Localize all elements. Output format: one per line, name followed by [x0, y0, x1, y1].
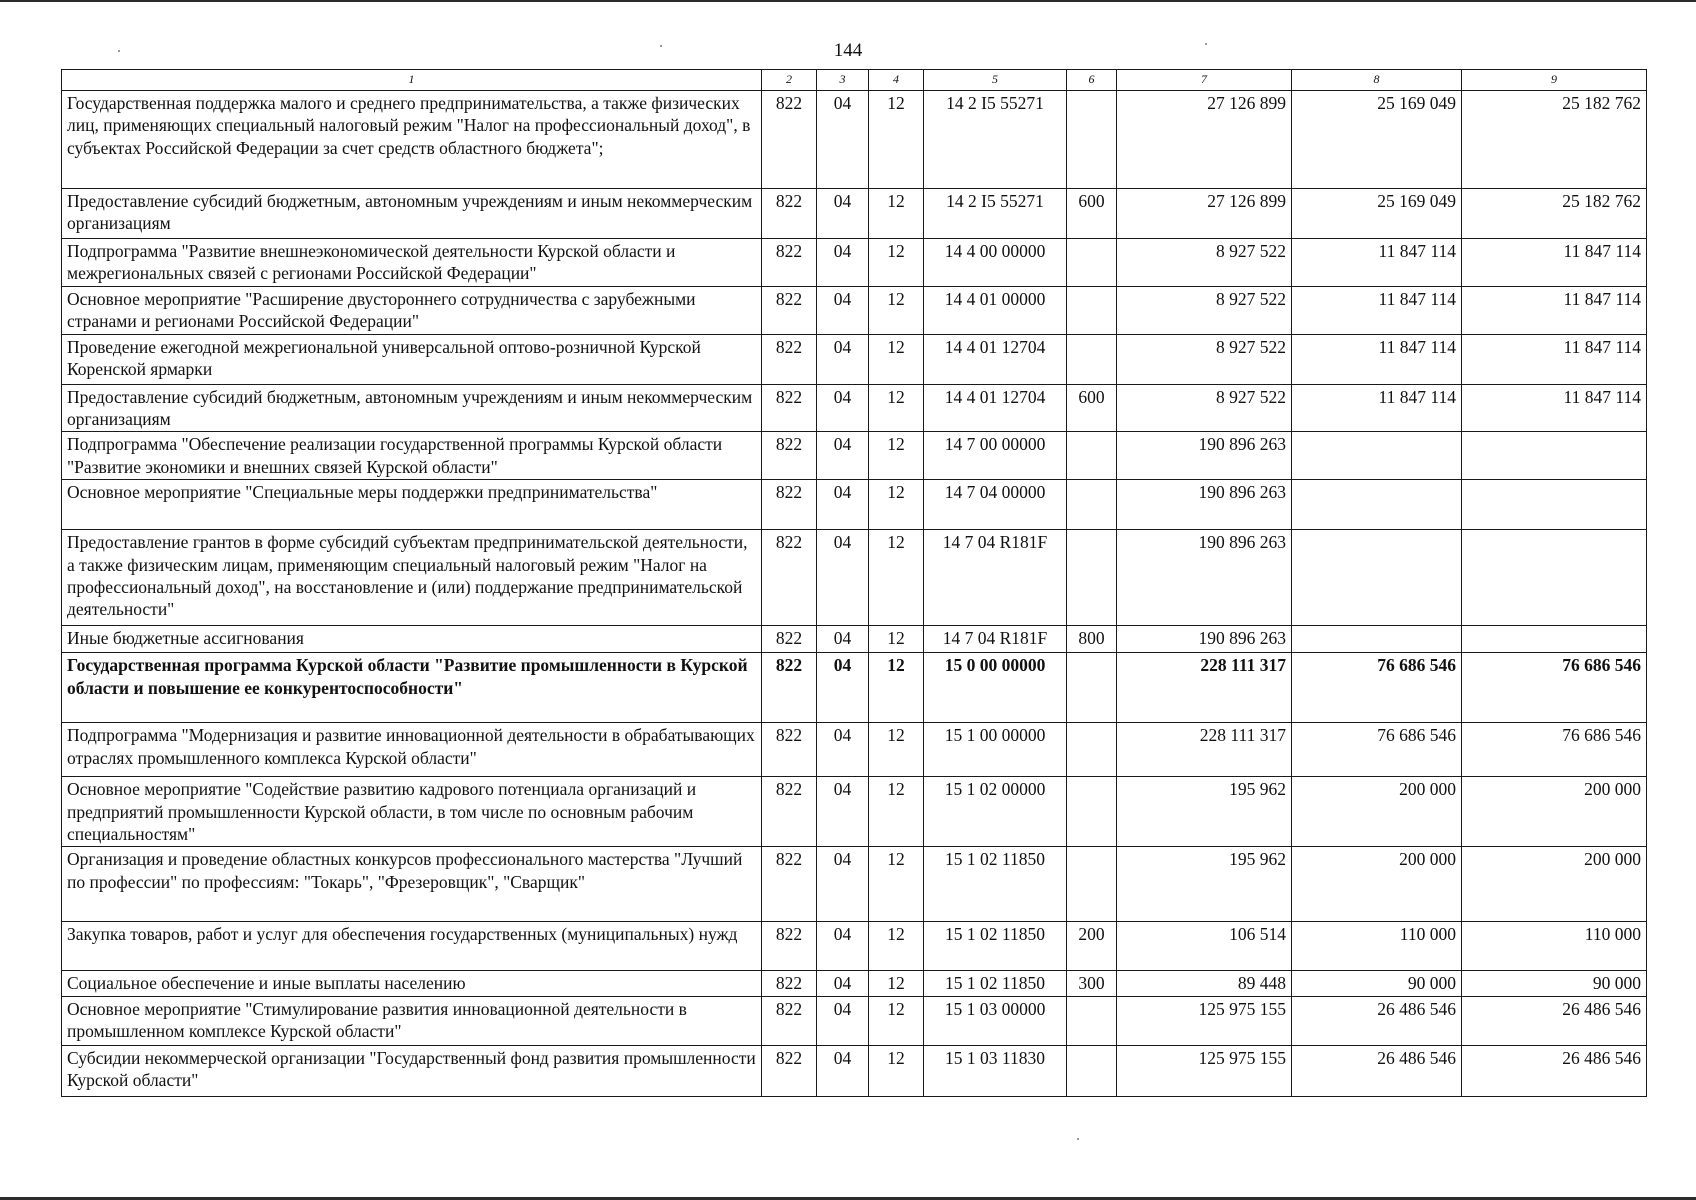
cell-amount-9: [1462, 432, 1647, 480]
cell-amount-7: 106 514: [1117, 922, 1292, 971]
cell-target-article: 15 1 02 11850: [924, 922, 1067, 971]
cell-chapter-code: 04: [817, 286, 869, 334]
table-row: [62, 723, 1647, 777]
cell-amount-7: 228 111 317: [1117, 723, 1292, 777]
cell-section-code: 822: [762, 1045, 817, 1096]
cell-amount-8: [1292, 480, 1462, 530]
table-row: [62, 91, 1647, 189]
cell-amount-8: [1292, 626, 1462, 653]
cell-subsection-code: 12: [869, 480, 924, 530]
cell-expense-type: [1067, 334, 1117, 384]
cell-target-article: 15 0 00 00000: [924, 653, 1067, 723]
column-header: 7: [1117, 70, 1292, 91]
cell-expense-type: [1067, 996, 1117, 1045]
cell-amount-8: 110 000: [1292, 922, 1462, 971]
table-row: [62, 530, 1647, 626]
cell-amount-7: 195 962: [1117, 847, 1292, 922]
row-name: Организация и проведение областных конкурсов профессионального мастерства "Лучший по профессии" по профессиям: "Токарь", "Фрезеровщик", "Сварщик": [62, 847, 762, 922]
cell-chapter-code: 04: [817, 847, 869, 922]
cell-subsection-code: 12: [869, 530, 924, 626]
row-name: Предоставление субсидий бюджетным, автономным учреждениям и иным некоммерческим организациям: [62, 189, 762, 239]
cell-chapter-code: 04: [817, 971, 869, 996]
cell-amount-9: 76 686 546: [1462, 723, 1647, 777]
row-name: Предоставление грантов в форме субсидий субъектам предпринимательской деятельности, а также физическим лицам, применяющим специальный налоговый режим "Налог на профессиональный доход", на восстановление и (или) поддержание предпринимательской деятельности": [62, 530, 762, 626]
table-row: [62, 626, 1647, 653]
row-name: Основное мероприятие "Специальные меры поддержки предпринимательства": [62, 480, 762, 530]
cell-target-article: 14 7 04 00000: [924, 480, 1067, 530]
cell-amount-9: 200 000: [1462, 777, 1647, 847]
cell-target-article: 15 1 00 00000: [924, 723, 1067, 777]
cell-expense-type: 200: [1067, 922, 1117, 971]
cell-chapter-code: 04: [817, 530, 869, 626]
table-row: [62, 653, 1647, 723]
cell-amount-7: 27 126 899: [1117, 91, 1292, 189]
cell-target-article: 15 1 02 11850: [924, 847, 1067, 922]
column-header: 9: [1462, 70, 1647, 91]
cell-amount-8: 11 847 114: [1292, 239, 1462, 287]
scan-speck: [118, 50, 120, 52]
scan-edge-top: [0, 0, 1696, 2]
row-name: Предоставление субсидий бюджетным, автономным учреждениям и иным некоммерческим организациям: [62, 384, 762, 432]
cell-amount-9: 11 847 114: [1462, 239, 1647, 287]
cell-target-article: 14 4 01 12704: [924, 334, 1067, 384]
cell-subsection-code: 12: [869, 777, 924, 847]
cell-chapter-code: 04: [817, 384, 869, 432]
cell-target-article: 14 7 04 R181F: [924, 530, 1067, 626]
cell-expense-type: [1067, 91, 1117, 189]
column-header: 8: [1292, 70, 1462, 91]
cell-amount-7: 195 962: [1117, 777, 1292, 847]
cell-expense-type: [1067, 723, 1117, 777]
cell-expense-type: [1067, 530, 1117, 626]
row-name: Иные бюджетные ассигнования: [62, 626, 762, 653]
cell-amount-8: 90 000: [1292, 971, 1462, 996]
cell-section-code: 822: [762, 530, 817, 626]
row-name: Подпрограмма "Развитие внешнеэкономической деятельности Курской области и межрегиональных связей с регионами Российской Федерации": [62, 239, 762, 287]
cell-subsection-code: 12: [869, 91, 924, 189]
cell-section-code: 822: [762, 922, 817, 971]
cell-section-code: 822: [762, 996, 817, 1045]
row-name: Подпрограмма "Обеспечение реализации государственной программы Курской области "Развитие экономики и внешних связей Курской области": [62, 432, 762, 480]
cell-section-code: 822: [762, 723, 817, 777]
table-body: [62, 91, 1647, 1097]
cell-chapter-code: 04: [817, 91, 869, 189]
cell-amount-9: [1462, 530, 1647, 626]
cell-chapter-code: 04: [817, 777, 869, 847]
cell-chapter-code: 04: [817, 626, 869, 653]
cell-subsection-code: 12: [869, 847, 924, 922]
cell-subsection-code: 12: [869, 239, 924, 287]
cell-section-code: 822: [762, 334, 817, 384]
cell-target-article: 15 1 02 11850: [924, 971, 1067, 996]
cell-amount-8: 26 486 546: [1292, 1045, 1462, 1096]
cell-subsection-code: 12: [869, 432, 924, 480]
cell-target-article: 14 7 04 R181F: [924, 626, 1067, 653]
row-name: Основное мероприятие "Стимулирование развития инновационной деятельности в промышленном комплексе Курской области": [62, 996, 762, 1045]
cell-amount-7: 125 975 155: [1117, 1045, 1292, 1096]
cell-target-article: 14 7 00 00000: [924, 432, 1067, 480]
cell-amount-8: 11 847 114: [1292, 334, 1462, 384]
cell-amount-7: 8 927 522: [1117, 239, 1292, 287]
row-name: Государственная поддержка малого и среднего предпринимательства, а также физических лиц, применяющих специальный налоговый режим "Налог на профессиональный доход", в субъектах Российской Федерации за счет средств областного бюджета";: [62, 91, 762, 189]
cell-subsection-code: 12: [869, 922, 924, 971]
cell-chapter-code: 04: [817, 239, 869, 287]
cell-amount-8: 25 169 049: [1292, 91, 1462, 189]
cell-expense-type: 800: [1067, 626, 1117, 653]
row-name: Проведение ежегодной межрегиональной универсальной оптово-розничной Курской Коренской ярмарки: [62, 334, 762, 384]
cell-amount-8: 200 000: [1292, 847, 1462, 922]
cell-expense-type: [1067, 480, 1117, 530]
column-header: 4: [869, 70, 924, 91]
cell-amount-8: 11 847 114: [1292, 384, 1462, 432]
table-row: [62, 239, 1647, 287]
cell-section-code: 822: [762, 239, 817, 287]
cell-amount-9: 26 486 546: [1462, 1045, 1647, 1096]
cell-target-article: 15 1 02 00000: [924, 777, 1067, 847]
cell-target-article: 15 1 03 11830: [924, 1045, 1067, 1096]
row-name: Субсидии некоммерческой организации "Государственный фонд развития промышленности Курской области": [62, 1045, 762, 1096]
scan-speck: [660, 45, 662, 47]
cell-target-article: 14 4 01 00000: [924, 286, 1067, 334]
cell-section-code: 822: [762, 286, 817, 334]
cell-amount-9: 11 847 114: [1462, 286, 1647, 334]
cell-amount-8: 76 686 546: [1292, 723, 1462, 777]
cell-chapter-code: 04: [817, 922, 869, 971]
row-name: Основное мероприятие "Расширение двустороннего сотрудничества с зарубежными странами и регионами Российской Федерации": [62, 286, 762, 334]
cell-expense-type: [1067, 239, 1117, 287]
cell-amount-9: 110 000: [1462, 922, 1647, 971]
cell-amount-9: [1462, 626, 1647, 653]
row-name: Государственная программа Курской области "Развитие промышленности в Курской области и повышение ее конкурентоспособности": [62, 653, 762, 723]
cell-amount-8: [1292, 530, 1462, 626]
cell-amount-7: 125 975 155: [1117, 996, 1292, 1045]
cell-subsection-code: 12: [869, 653, 924, 723]
cell-amount-7: 190 896 263: [1117, 626, 1292, 653]
cell-amount-9: 200 000: [1462, 847, 1647, 922]
table-row: [62, 922, 1647, 971]
cell-section-code: 822: [762, 626, 817, 653]
cell-chapter-code: 04: [817, 432, 869, 480]
cell-chapter-code: 04: [817, 723, 869, 777]
cell-expense-type: [1067, 847, 1117, 922]
cell-chapter-code: 04: [817, 996, 869, 1045]
row-name: Основное мероприятие "Содействие развитию кадрового потенциала организаций и предприятий промышленности Курской области, в том числе по основным рабочим специальностям": [62, 777, 762, 847]
cell-amount-9: 76 686 546: [1462, 653, 1647, 723]
row-name: Подпрограмма "Модернизация и развитие инновационной деятельности в обрабатывающих отраслях промышленного комплекса Курской области": [62, 723, 762, 777]
cell-expense-type: 300: [1067, 971, 1117, 996]
cell-expense-type: 600: [1067, 384, 1117, 432]
table-row: [62, 480, 1647, 530]
cell-target-article: 14 4 01 12704: [924, 384, 1067, 432]
cell-amount-8: [1292, 432, 1462, 480]
row-name: Социальное обеспечение и иные выплаты населению: [62, 971, 762, 996]
cell-subsection-code: 12: [869, 1045, 924, 1096]
cell-amount-9: 11 847 114: [1462, 384, 1647, 432]
table-row: [62, 384, 1647, 432]
cell-subsection-code: 12: [869, 286, 924, 334]
cell-target-article: 14 2 I5 55271: [924, 189, 1067, 239]
column-header: 5: [924, 70, 1067, 91]
table-row: [62, 971, 1647, 996]
cell-expense-type: [1067, 432, 1117, 480]
cell-amount-8: 26 486 546: [1292, 996, 1462, 1045]
cell-chapter-code: 04: [817, 480, 869, 530]
cell-target-article: 14 4 00 00000: [924, 239, 1067, 287]
budget-table: [61, 69, 1647, 1097]
cell-amount-9: 90 000: [1462, 971, 1647, 996]
cell-amount-7: 8 927 522: [1117, 334, 1292, 384]
cell-amount-9: 25 182 762: [1462, 91, 1647, 189]
cell-chapter-code: 04: [817, 189, 869, 239]
cell-target-article: 15 1 03 00000: [924, 996, 1067, 1045]
table-row: [62, 996, 1647, 1045]
cell-amount-8: 76 686 546: [1292, 653, 1462, 723]
cell-amount-9: 26 486 546: [1462, 996, 1647, 1045]
cell-section-code: 822: [762, 384, 817, 432]
table-row: [62, 286, 1647, 334]
column-header: 2: [762, 70, 817, 91]
column-number-row: [62, 70, 1647, 91]
scan-speck: [1205, 43, 1207, 45]
cell-amount-7: 27 126 899: [1117, 189, 1292, 239]
cell-amount-7: 190 896 263: [1117, 530, 1292, 626]
table-row: [62, 432, 1647, 480]
cell-section-code: 822: [762, 480, 817, 530]
cell-expense-type: [1067, 653, 1117, 723]
page-number: 144: [833, 40, 863, 61]
cell-subsection-code: 12: [869, 996, 924, 1045]
cell-amount-7: 190 896 263: [1117, 480, 1292, 530]
cell-target-article: 14 2 I5 55271: [924, 91, 1067, 189]
cell-chapter-code: 04: [817, 334, 869, 384]
cell-amount-9: 25 182 762: [1462, 189, 1647, 239]
cell-section-code: 822: [762, 189, 817, 239]
table-row: [62, 189, 1647, 239]
cell-chapter-code: 04: [817, 1045, 869, 1096]
cell-amount-7: 8 927 522: [1117, 384, 1292, 432]
cell-section-code: 822: [762, 91, 817, 189]
cell-amount-7: 228 111 317: [1117, 653, 1292, 723]
cell-amount-7: 190 896 263: [1117, 432, 1292, 480]
cell-subsection-code: 12: [869, 971, 924, 996]
cell-amount-8: 25 169 049: [1292, 189, 1462, 239]
column-header: 1: [62, 70, 762, 91]
cell-section-code: 822: [762, 847, 817, 922]
cell-section-code: 822: [762, 653, 817, 723]
cell-expense-type: [1067, 286, 1117, 334]
column-header: 6: [1067, 70, 1117, 91]
table-row: [62, 1045, 1647, 1096]
cell-subsection-code: 12: [869, 723, 924, 777]
cell-section-code: 822: [762, 777, 817, 847]
cell-amount-7: 89 448: [1117, 971, 1292, 996]
cell-amount-8: 11 847 114: [1292, 286, 1462, 334]
cell-section-code: 822: [762, 971, 817, 996]
scan-speck: [1077, 1138, 1079, 1140]
table-row: [62, 777, 1647, 847]
row-name: Закупка товаров, работ и услуг для обеспечения государственных (муниципальных) нужд: [62, 922, 762, 971]
cell-expense-type: 600: [1067, 189, 1117, 239]
cell-amount-9: 11 847 114: [1462, 334, 1647, 384]
cell-chapter-code: 04: [817, 653, 869, 723]
cell-subsection-code: 12: [869, 626, 924, 653]
table-row: [62, 847, 1647, 922]
cell-amount-7: 8 927 522: [1117, 286, 1292, 334]
column-header: 3: [817, 70, 869, 91]
cell-amount-9: [1462, 480, 1647, 530]
cell-subsection-code: 12: [869, 189, 924, 239]
cell-subsection-code: 12: [869, 334, 924, 384]
cell-amount-8: 200 000: [1292, 777, 1462, 847]
cell-expense-type: [1067, 1045, 1117, 1096]
cell-expense-type: [1067, 777, 1117, 847]
table-row: [62, 334, 1647, 384]
cell-subsection-code: 12: [869, 384, 924, 432]
cell-section-code: 822: [762, 432, 817, 480]
